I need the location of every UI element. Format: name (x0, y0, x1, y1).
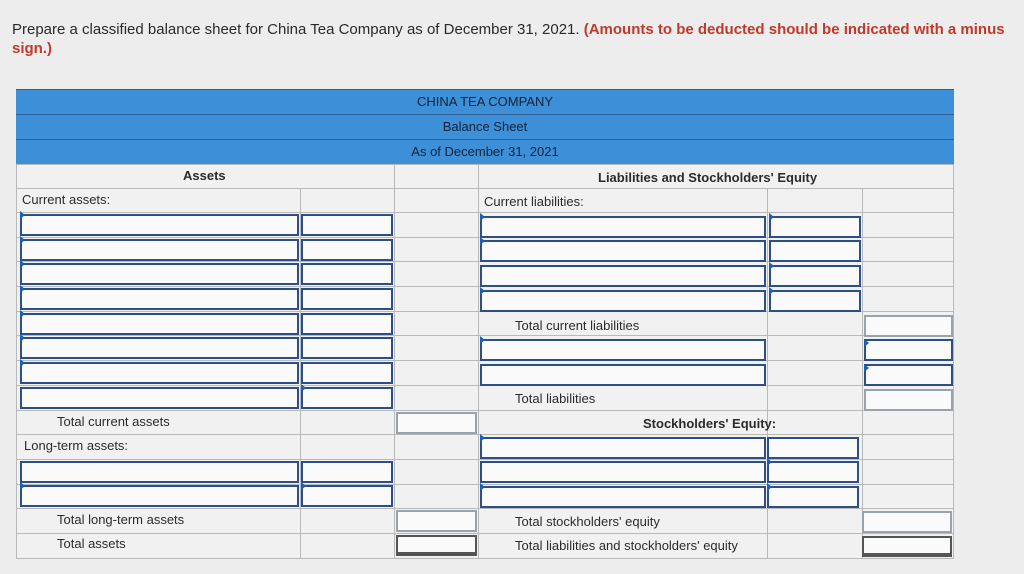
grid-line (16, 533, 954, 534)
total-stockholders-equity-label: Total stockholders' equity (515, 514, 660, 529)
dropdown-marker-icon (769, 262, 774, 270)
assets-heading: Assets (183, 168, 226, 183)
current-asset-name-input[interactable] (20, 387, 299, 409)
dropdown-marker-icon (20, 285, 25, 293)
dropdown-marker-icon (767, 483, 772, 491)
dropdown-marker-icon (20, 482, 25, 490)
company-name: CHINA TEA COMPANY (416, 94, 554, 109)
current-asset-name-input[interactable] (20, 337, 299, 359)
total-current-assets-label: Total current assets (57, 414, 170, 429)
current-asset-amount-input[interactable] (301, 313, 393, 335)
grid-line (862, 188, 863, 559)
dropdown-marker-icon (301, 384, 306, 392)
current-liability-name-input[interactable] (480, 265, 766, 287)
long-term-asset-amount-input[interactable] (301, 485, 393, 507)
dropdown-marker-icon (20, 334, 25, 342)
total-liabilities-input[interactable] (864, 389, 953, 411)
long-term-liability-name-input[interactable] (480, 339, 766, 361)
current-asset-name-input[interactable] (20, 263, 299, 285)
total-assets-label: Total assets (57, 536, 126, 551)
current-asset-amount-input[interactable] (301, 337, 393, 359)
equity-item-amount-input[interactable] (767, 437, 859, 459)
current-asset-amount-input[interactable] (301, 387, 393, 409)
current-asset-name-input[interactable] (20, 288, 299, 310)
current-asset-name-input[interactable] (20, 239, 299, 261)
long-term-liability-amount-input[interactable] (864, 364, 953, 386)
current-liabilities-label: Current liabilities: (484, 194, 584, 209)
current-liability-name-input[interactable] (480, 290, 766, 312)
long-term-asset-name-input[interactable] (20, 461, 299, 483)
instruction-note: (Amounts to be deducted should be indicated with a minus sign.) (12, 21, 1005, 57)
dropdown-marker-icon (20, 260, 25, 268)
long-term-liability-name-input[interactable] (480, 364, 766, 386)
total-assets-input[interactable] (396, 535, 477, 556)
grid-line (394, 164, 395, 559)
total-stockholders-equity-input[interactable] (862, 511, 952, 533)
total-liabilities-and-equity-input[interactable] (862, 536, 952, 557)
dropdown-marker-icon (767, 458, 772, 466)
current-liability-amount-input[interactable] (769, 216, 861, 238)
grid-line (16, 410, 954, 411)
long-term-assets-label: Long-term assets: (24, 438, 129, 453)
equity-item-name-input[interactable] (480, 461, 766, 483)
dropdown-marker-icon (20, 236, 25, 244)
long-term-asset-name-input[interactable] (20, 485, 299, 507)
equity-item-amount-input[interactable] (767, 461, 859, 483)
current-asset-amount-input[interactable] (301, 263, 393, 285)
current-asset-name-input[interactable] (20, 313, 299, 335)
current-liability-amount-input[interactable] (769, 290, 861, 312)
instructions (12, 20, 1012, 58)
current-assets-label: Current assets: (22, 192, 111, 207)
current-asset-amount-input[interactable] (301, 214, 393, 236)
grid-line (16, 434, 954, 435)
statement-date: As of December 31, 2021 (411, 144, 559, 159)
dropdown-marker-icon (20, 211, 25, 219)
dropdown-marker-icon (20, 310, 25, 318)
dropdown-marker-icon (480, 213, 485, 221)
equity-item-name-input[interactable] (480, 437, 766, 459)
current-liability-amount-input[interactable] (769, 240, 861, 262)
total-liabilities-label: Total liabilities (515, 391, 596, 406)
dropdown-marker-icon (480, 483, 485, 491)
statement-title: Balance Sheet (442, 119, 528, 134)
current-asset-name-input[interactable] (20, 362, 299, 384)
total-liabilities-and-equity-label: Total liabilities and stockholders' equity (515, 538, 738, 553)
current-asset-amount-input[interactable] (301, 362, 393, 384)
stockholders-equity-heading: Stockholders' Equity: (643, 416, 777, 431)
dropdown-marker-icon (864, 339, 869, 347)
total-long-term-assets-input[interactable] (396, 510, 477, 532)
dropdown-marker-icon (480, 336, 485, 344)
equity-item-name-input[interactable] (480, 486, 766, 508)
total-current-liabilities-input[interactable] (864, 315, 953, 337)
long-term-liability-amount-input[interactable] (864, 339, 953, 361)
total-current-liabilities-label: Total current liabilities (515, 318, 640, 333)
equity-item-amount-input[interactable] (767, 486, 859, 508)
current-asset-amount-input[interactable] (301, 239, 393, 261)
grid-line (16, 188, 954, 189)
current-liability-amount-input[interactable] (769, 265, 861, 287)
dropdown-marker-icon (864, 364, 869, 372)
total-current-assets-input[interactable] (396, 412, 477, 434)
grid-line (16, 212, 954, 213)
grid-line (16, 459, 954, 460)
liabilities-equity-heading: Liabilities and Stockholders' Equity (598, 170, 818, 185)
dropdown-marker-icon (480, 237, 485, 245)
dropdown-marker-icon (480, 287, 485, 295)
statement-date-header (16, 139, 954, 165)
current-asset-amount-input[interactable] (301, 288, 393, 310)
dropdown-marker-icon (769, 287, 774, 295)
company-name-header (16, 89, 954, 115)
grid-line (478, 164, 479, 559)
statement-title-header (16, 114, 954, 140)
long-term-asset-amount-input[interactable] (301, 461, 393, 483)
dropdown-marker-icon (769, 213, 774, 221)
instruction-text: Prepare a classified balance sheet for China Tea Company as of December 31, 2021. (12, 21, 580, 38)
current-liability-name-input[interactable] (480, 216, 766, 238)
grid-line (16, 508, 954, 509)
current-asset-name-input[interactable] (20, 214, 299, 236)
total-long-term-assets-label: Total long-term assets (57, 512, 185, 527)
grid-line (16, 335, 954, 336)
dropdown-marker-icon (480, 434, 485, 442)
dropdown-marker-icon (20, 359, 25, 367)
current-liability-name-input[interactable] (480, 240, 766, 262)
dropdown-marker-icon (301, 482, 306, 490)
